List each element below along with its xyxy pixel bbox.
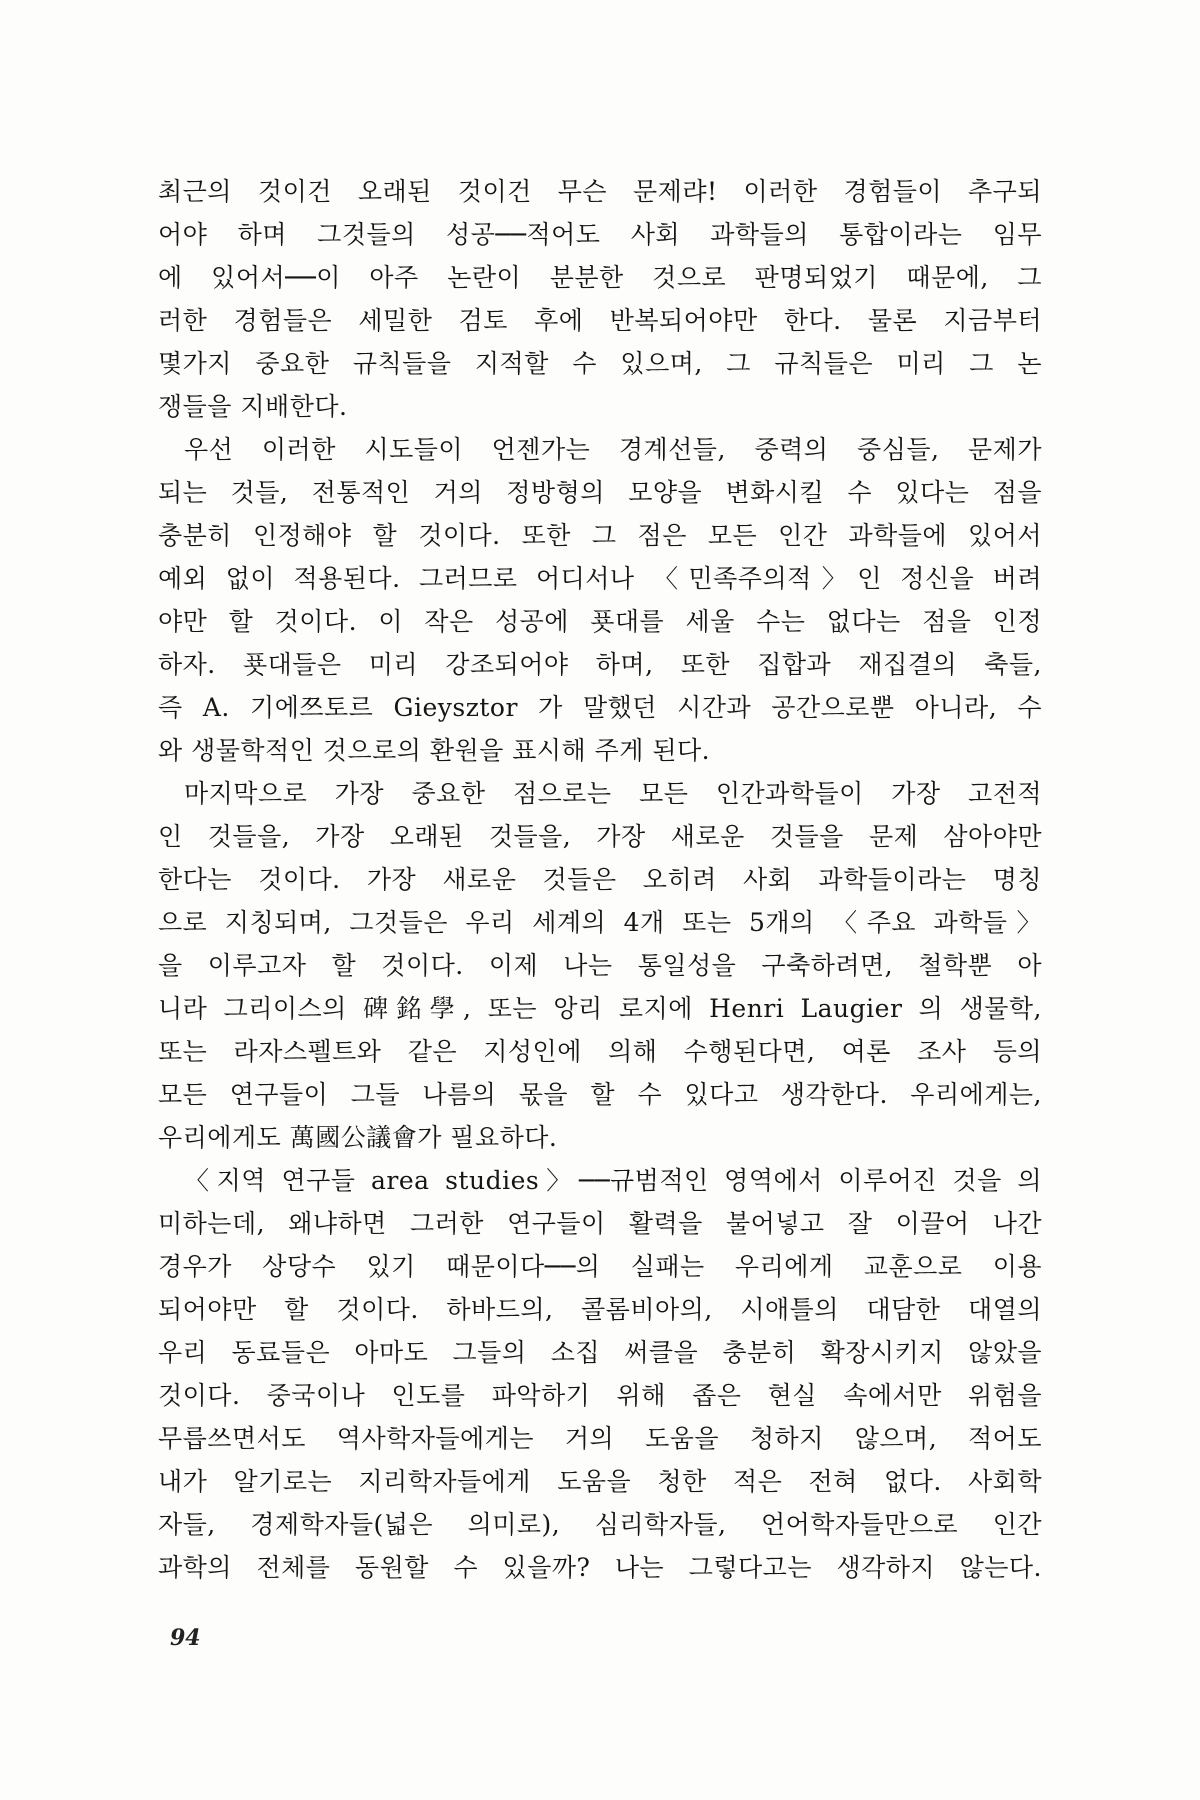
text-line: 되어야만 할 것이다. 하바드의, 콜롬비아의, 시애틀의 대담한 대열의 <box>158 1295 1042 1324</box>
text-line: 최근의 것이건 오래된 것이건 무슨 문제랴! 이러한 경험들이 추구되 <box>158 177 1042 206</box>
text-line: 자들, 경제학자들(넓은 의미로), 심리학자들, 언어학자들만으로 인간 <box>158 1510 1042 1539</box>
text-line: 에 있어서──이 아주 논란이 분분한 것으로 판명되었기 때문에, 그 <box>158 263 1042 292</box>
text-line: 충분히 인정해야 할 것이다. 또한 그 점은 모든 인간 과학들에 있어서 <box>158 521 1042 550</box>
text-line: 을 이루고자 할 것이다. 이제 나는 통일성을 구축하려면, 철학뿐 아 <box>158 951 1042 980</box>
text-line: 경우가 상당수 있기 때문이다──의 실패는 우리에게 교훈으로 이용 <box>158 1252 1042 1281</box>
text-line: 과학의 전체를 동원할 수 있을까? 나는 그렇다고는 생각하지 않는다. <box>158 1553 1042 1582</box>
text-line: 어야 하며 그것들의 성공──적어도 사회 과학들의 통합이라는 임무 <box>158 220 1042 249</box>
text-line: 러한 경험들은 세밀한 검토 후에 반복되어야만 한다. 물론 지금부터 <box>158 306 1042 335</box>
text-line: 와 생물학적인 것으로의 환원을 표시해 주게 된다. <box>158 736 711 765</box>
text-line: 우리에게도 萬國公議會가 필요하다. <box>158 1123 558 1152</box>
text-line: 한다는 것이다. 가장 새로운 것들은 오히려 사회 과학들이라는 명칭 <box>158 865 1042 894</box>
text-line: 우리 동료들은 아마도 그들의 소집 써클을 충분히 확장시키지 않았을 <box>158 1338 1042 1367</box>
text-line: 내가 알기로는 지리학자들에게 도움을 청한 적은 전혀 없다. 사회학 <box>158 1467 1042 1496</box>
text-line: 쟁들을 지배한다. <box>158 392 348 421</box>
body-text <box>158 170 1042 1589</box>
text-line: 인 것들을, 가장 오래된 것들을, 가장 새로운 것들을 문제 삼아야만 <box>158 822 1042 851</box>
text-line: 무릅쓰면서도 역사학자들에게는 거의 도움을 청하지 않으며, 적어도 <box>158 1424 1042 1453</box>
text-line: 니라 그리이스의 碑銘學, 또는 앙리 로지에 Henri Laugier 의 생물학, <box>158 994 1042 1023</box>
text-line: 하자. 푯대들은 미리 강조되어야 하며, 또한 집합과 재집결의 축들, <box>158 650 1042 679</box>
page-number: 94 <box>170 1625 201 1651</box>
text-line: 〈지역 연구들 area studies〉──규범적인 영역에서 이루어진 것을 의 <box>184 1166 1042 1195</box>
text-line: 미하는데, 왜냐하면 그러한 연구들이 활력을 불어넣고 잘 이끌어 나간 <box>158 1209 1042 1238</box>
text-line: 야만 할 것이다. 이 작은 성공에 푯대를 세울 수는 없다는 점을 인정 <box>158 607 1042 636</box>
text-line: 으로 지칭되며, 그것들은 우리 세계의 4개 또는 5개의 〈주요 과학들〉 <box>158 908 1042 937</box>
text-line: 몇가지 중요한 규칙들을 지적할 수 있으며, 그 규칙들은 미리 그 논 <box>158 349 1042 378</box>
text-line: 되는 것들, 전통적인 거의 정방형의 모양을 변화시킬 수 있다는 점을 <box>158 478 1042 507</box>
text-line: 즉 A. 기에쯔토르 Gieysztor 가 말했던 시간과 공간으로뿐 아니라, 수 <box>158 693 1042 722</box>
text-line: 우선 이러한 시도들이 언젠가는 경계선들, 중력의 중심들, 문제가 <box>184 435 1042 464</box>
text-line: 또는 라자스펠트와 같은 지성인에 의해 수행된다면, 여론 조사 등의 <box>158 1037 1042 1066</box>
text-line: 예외 없이 적용된다. 그러므로 어디서나 〈민족주의적〉인 정신을 버려 <box>158 564 1042 593</box>
text-line: 마지막으로 가장 중요한 점으로는 모든 인간과학들이 가장 고전적 <box>184 779 1042 808</box>
text-line: 것이다. 중국이나 인도를 파악하기 위해 좁은 현실 속에서만 위험을 <box>158 1381 1042 1410</box>
text-line: 모든 연구들이 그들 나름의 몫을 할 수 있다고 생각한다. 우리에게는, <box>158 1080 1042 1109</box>
